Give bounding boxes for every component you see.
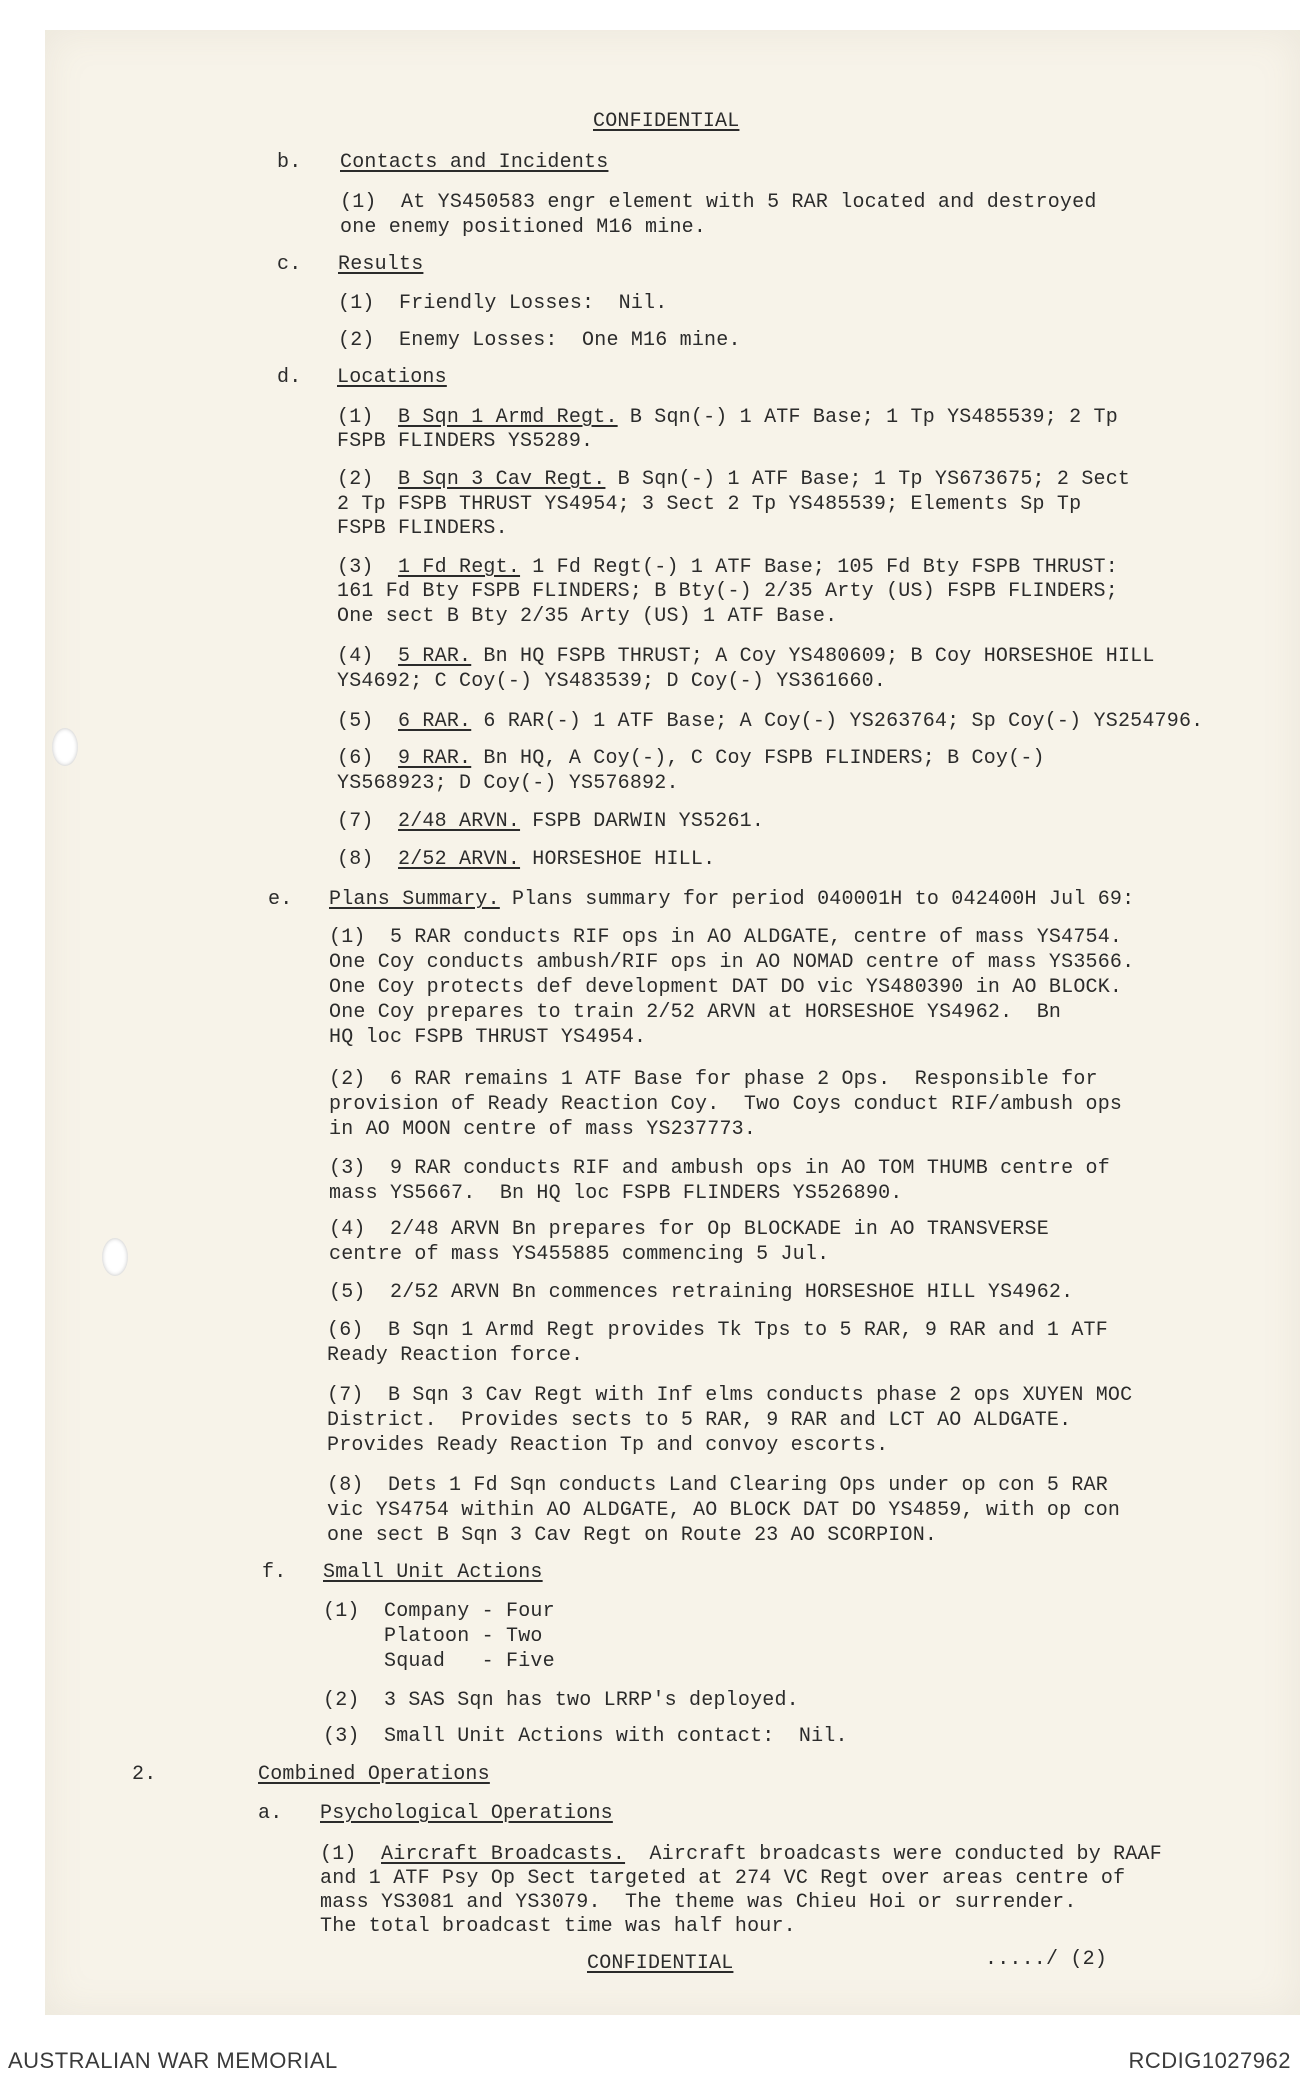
text-line: (2) 6 RAR remains 1 ATF Base for phase 2 Ops. Responsible for [329,1068,1098,1091]
text-line: FSPB FLINDERS. [337,517,508,540]
text-line: mass YS5667. Bn HQ loc FSPB FLINDERS YS526890. [329,1182,903,1205]
text-line: vic YS4754 within AO ALDGATE, AO BLOCK DAT DO YS4859, with op con [327,1499,1121,1522]
text-line: mass YS3081 and YS3079. The theme was Chieu Hoi or surrender. [320,1891,1077,1914]
section-b-title: Contacts and Incidents [340,151,609,174]
text-line: District. Provides sects to 5 RAR, 9 RAR and LCT AO ALDGATE. [327,1409,1072,1432]
text-line: One sect B Bty 2/35 Arty (US) 1 ATF Base. [337,605,838,628]
confidential-footer: CONFIDENTIAL [587,1952,734,1975]
location-item: (1) B Sqn 1 Armd Regt. B Sqn(-) 1 ATF Base; 1 Tp YS485539; 2 Tp [337,406,1118,429]
archive-reference: RCDIG1027962 [1128,2048,1291,2073]
location-item: (2) B Sqn 3 Cav Regt. B Sqn(-) 1 ATF Base; 1 Tp YS673675; 2 Sect [337,468,1131,491]
section-2a-title: Psychological Operations [320,1802,613,1825]
text-line: 161 Fd Bty FSPB FLINDERS; B Bty(-) 2/35 Arty (US) FSPB FLINDERS; [337,580,1118,603]
text-line: one sect B Sqn 3 Cav Regt on Route 23 AO SCORPION. [327,1524,938,1547]
location-item: (5) 6 RAR. 6 RAR(-) 1 ATF Base; A Coy(-) YS263764; Sp Coy(-) YS254796. [337,710,1204,733]
text-line: (4) 2/48 ARVN Bn prepares for Op BLOCKADE in AO TRANSVERSE [329,1218,1049,1241]
text-line: FSPB FLINDERS YS5289. [337,430,594,453]
text-line: (2) Enemy Losses: One M16 mine. [338,329,741,352]
plans-summary-heading: Plans Summary. Plans summary for period 040001H to 042400H Jul 69: [329,888,1135,911]
text-line: (8) Dets 1 Fd Sqn conducts Land Clearing Ops under op con 5 RAR [327,1474,1108,1497]
section-c-marker: c. [277,253,302,276]
text-line: one enemy positioned M16 mine. [340,216,707,239]
text-line: (1) Company - Four [323,1600,555,1623]
text-line: (1) At YS450583 engr element with 5 RAR located and destroyed [340,191,1097,214]
section-f-title: Small Unit Actions [323,1561,543,1584]
punch-hole [102,1238,128,1276]
location-item: (3) 1 Fd Regt. 1 Fd Regt(-) 1 ATF Base; 105 Fd Bty FSPB THRUST: [337,556,1118,579]
section-e-marker: e. [268,888,293,911]
archive-credit: AUSTRALIAN WAR MEMORIAL [8,2048,338,2073]
text-line: (3) 9 RAR conducts RIF and ambush ops in AO TOM THUMB centre of [329,1157,1110,1180]
section-2-marker: 2. [132,1763,157,1786]
text-line: HQ loc FSPB THRUST YS4954. [329,1026,647,1049]
text-line: (2) 3 SAS Sqn has two LRRP's deployed. [323,1689,799,1712]
text-line: (3) Small Unit Actions with contact: Nil. [323,1725,848,1748]
location-item: (7) 2/48 ARVN. FSPB DARWIN YS5261. [337,810,765,833]
text-line: YS4692; C Coy(-) YS483539; D Coy(-) YS361660. [337,670,887,693]
punch-hole [52,728,78,766]
section-f-marker: f. [262,1561,287,1584]
psyops-item: (1) Aircraft Broadcasts. Aircraft broadcasts were conducted by RAAF [320,1843,1162,1866]
text-line: (7) B Sqn 3 Cav Regt with Inf elms conducts phase 2 ops XUYEN MOC [327,1384,1133,1407]
text-line: 2 Tp FSPB THRUST YS4954; 3 Sect 2 Tp YS485539; Elements Sp Tp [337,493,1082,516]
section-d-marker: d. [277,366,302,389]
text-line: (5) 2/52 ARVN Bn commences retraining HORSESHOE HILL YS4962. [329,1281,1074,1304]
text-line: One Coy protects def development DAT DO vic YS480390 in AO BLOCK. [329,976,1123,999]
section-d-title: Locations [337,366,447,389]
location-item: (4) 5 RAR. Bn HQ FSPB THRUST; A Coy YS480609; B Coy HORSESHOE HILL [337,645,1155,668]
text-line: One Coy prepares to train 2/52 ARVN at HORSESHOE YS4962. Bn [329,1001,1062,1024]
text-line: One Coy conducts ambush/RIF ops in AO NOMAD centre of mass YS3566. [329,951,1135,974]
text-line: in AO MOON centre of mass YS237773. [329,1118,757,1141]
text-line: Ready Reaction force. [327,1344,584,1367]
confidential-header: CONFIDENTIAL [593,110,740,133]
location-item: (8) 2/52 ARVN. HORSESHOE HILL. [337,848,716,871]
text-line: (6) B Sqn 1 Armd Regt provides Tk Tps to 5 RAR, 9 RAR and 1 ATF [327,1319,1108,1342]
text-line: The total broadcast time was half hour. [320,1915,796,1938]
location-item: (6) 9 RAR. Bn HQ, A Coy(-), C Coy FSPB FLINDERS; B Coy(-) [337,747,1045,770]
continuation-marker: ...../ (2) [985,1948,1108,1971]
text-line: Provides Ready Reaction Tp and convoy escorts. [327,1434,889,1457]
text-line: provision of Ready Reaction Coy. Two Coys conduct RIF/ambush ops [329,1093,1123,1116]
text-line: Platoon - Two [323,1625,543,1648]
section-2a-marker: a. [258,1802,283,1825]
section-2-title: Combined Operations [258,1763,490,1786]
text-line: and 1 ATF Psy Op Sect targeted at 274 VC Regt over areas centre of [320,1867,1126,1890]
text-line: centre of mass YS455885 commencing 5 Jul. [329,1243,830,1266]
section-c-title: Results [338,253,424,276]
text-line: Squad - Five [323,1650,555,1673]
text-line: YS568923; D Coy(-) YS576892. [337,772,679,795]
text-line: (1) Friendly Losses: Nil. [338,292,668,315]
text-line: (1) 5 RAR conducts RIF ops in AO ALDGATE, centre of mass YS4754. [329,926,1123,949]
section-b-marker: b. [277,151,302,174]
